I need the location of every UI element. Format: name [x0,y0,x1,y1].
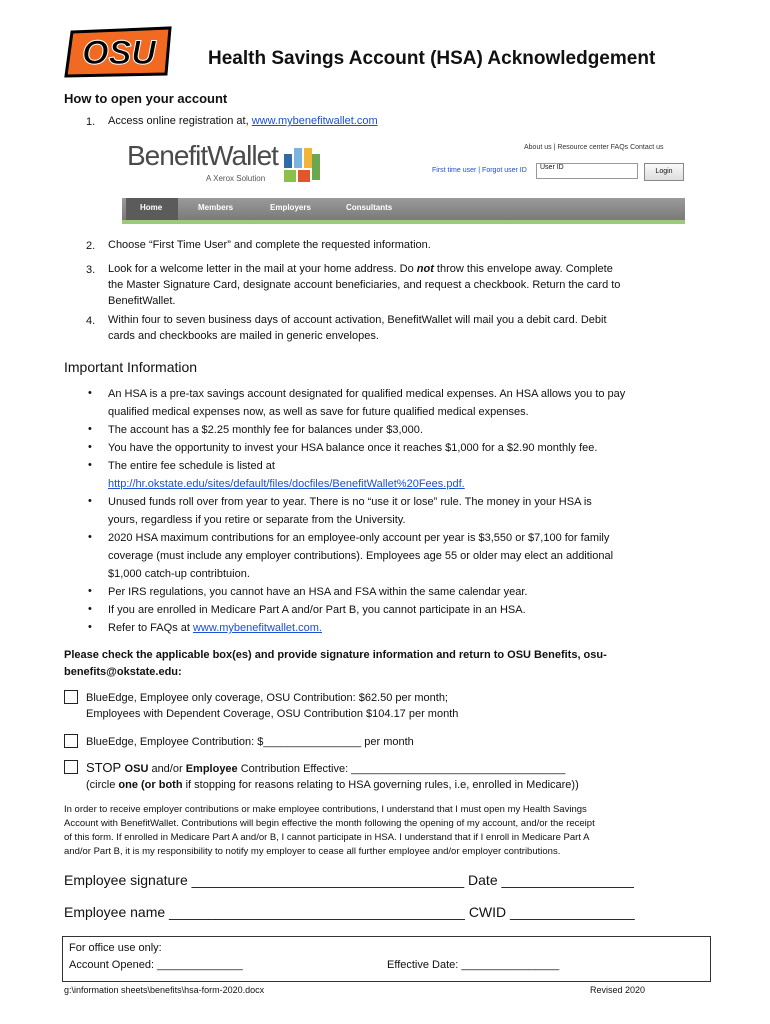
instructions-line2: benefits@okstate.edu: [64,666,182,678]
option-3-stop: STOP [86,760,125,775]
checkbox-employee-only[interactable] [64,690,78,704]
office-title: For office use only: [69,942,162,954]
step-1-text: Access online registration at, [108,115,252,127]
bullet-dot: • [88,621,92,633]
checkbox-employee-contribution[interactable] [64,734,78,748]
option-3-employee: Employee [185,763,238,775]
bullet-dot: • [88,423,92,435]
office-use-box [62,936,711,982]
option-2: BlueEdge, Employee Contribution: $________________ per month [86,736,414,748]
option-3-end: Contribution Effective: ___________________________________ [237,763,566,775]
option-3-l2-one: one (or both [118,779,183,791]
bullet-dot: • [88,585,92,597]
bullet-dot: • [88,603,92,615]
nav-employers[interactable]: Employers [270,203,311,212]
instructions [64,647,607,681]
legal-l3: of this form. If enrolled in Medicare Part A and/or B, I cannot participate in HSA. I understand that if I enroll in Medicare Part A [64,832,590,843]
step-3-b: throw this envelope away. Complete [433,263,613,275]
nav-members[interactable]: Members [198,203,234,212]
step-number: 3. [86,264,96,276]
bullet-1-l1: An HSA is a pre-tax savings account designated for qualified medical expenses. An HSA allows you to pay [108,388,626,400]
bullet-6-l2: coverage (must include any employer contributions). Employees age 55 or older may elect an additional [108,550,614,562]
effective-date: Effective Date: ________________ [387,959,560,971]
nav-underline [122,220,685,224]
bullet-9-text: Refer to FAQs at [108,622,193,634]
bullet-dot: • [88,495,92,507]
option-3-osu: OSU [124,763,149,775]
nav-home[interactable]: Home [140,203,163,212]
step-3-a: Look for a welcome letter in the mail at your home address. Do [108,263,417,275]
option-3-l2-b: if stopping for reasons relating to HSA governing rules, i.e, enrolled in Medicare)) [182,779,579,791]
bullet-dot: • [88,387,92,399]
step-number: 1. [86,116,96,128]
bullet-dot: • [88,531,92,543]
option-1-line2: Employees with Dependent Coverage, OSU Contribution $104.17 per month [86,708,459,720]
step-1 [108,113,378,129]
option-3-l2-a: (circle [86,779,119,791]
bullet-5-l1: Unused funds roll over from year to year. There is no “use it or lose” rule. The money in your HSA is [108,496,592,508]
step-3-em: not [416,263,434,275]
option-3 [86,760,579,793]
bullet-5-l2: yours, regardless if you retire or separate from the University. [108,514,406,526]
option-1 [86,690,458,722]
step-4 [108,312,607,344]
bullet-6-l3: $1,000 catch-up contribtuion. [108,568,250,580]
step-3 [108,261,620,309]
account-opened: Account Opened: ______________ [69,959,243,971]
bullet-dot: • [88,459,92,471]
legal-l2: Account with BenefitWallet. Contributions will begin effective the month following the opening of my account, and/or the receipt [64,818,595,829]
page-title: Health Savings Account (HSA) Acknowledgement [208,48,656,69]
fee-schedule-link[interactable]: http://hr.okstate.edu/sites/default/files/docfiles/BenefitWallet%20Fees.pdf. [108,478,465,490]
step-3-line2: the Master Signature Card, designate account beneficiaries, and request a checkbook. Return the card to [108,279,621,291]
step-3-line3: BenefitWallet. [108,295,176,307]
step-number: 4. [86,315,96,327]
bullet-4-l1: The entire fee schedule is listed at [108,460,275,472]
benefitwallet-sub: A Xerox Solution [206,174,266,183]
step-2: Choose “First Time User” and complete the requested information. [108,239,431,251]
osu-logo [62,24,176,80]
user-id-input[interactable] [536,163,638,179]
checkbox-stop-contribution[interactable] [64,760,78,774]
benefitwallet-link[interactable]: www.mybenefitwallet.com [251,115,378,127]
bullet-1-l2: qualified medical expenses now, as well as save for future qualified medical expenses. [108,406,529,418]
step-4-line2: cards and checkbooks are mailed in generic envelopes. [108,330,379,342]
footer-revised: Revised 2020 [590,985,646,995]
login-button[interactable]: Login [644,163,684,181]
bullet-6-l1: 2020 HSA maximum contributions for an employee-only account per year is $3,550 or $7,100 for family [108,532,610,544]
footer-path: g:\information sheets\benefits\hsa-form-2020.docx [64,985,265,995]
important-heading: Important Information [64,359,198,375]
nav-consultants[interactable]: Consultants [346,203,393,212]
user-id-placeholder: User ID [540,164,564,171]
benefitwallet-screenshot [122,138,685,224]
benefitwallet-logo-icon [282,144,322,184]
benefitwallet-brand: BenefitWallet [127,140,278,171]
step-4-line1: Within four to seven business days of account activation, BenefitWallet will mail you a debit card. Debit [108,314,607,326]
benefitwallet-loginlinks[interactable]: First time user | Forgot user ID [432,167,527,174]
benefitwallet-nav [122,198,685,220]
name-line[interactable]: Employee name ______________________________________ CWID ________________ [64,904,635,920]
option-3-mid: and/or [148,763,186,775]
important-list [108,385,625,637]
how-to-heading: How to open your account [64,91,228,106]
bullet-8: If you are enrolled in Medicare Part A and/or Part B, you cannot participate in an HSA. [108,604,526,616]
instructions-line1: Please check the applicable box(es) and provide signature information and return to OSU Benefits, osu- [64,649,607,661]
legal-text [64,803,595,859]
bullet-3: You have the opportunity to invest your HSA balance once it reaches $1,000 for a $2.90 monthly fee. [108,442,598,454]
step-number: 2. [86,240,96,252]
benefitwallet-toplinks[interactable]: About us | Resource center FAQs Contact us [524,144,664,151]
osu-logo-text: OSU [82,34,156,72]
bullet-2: The account has a $2.25 monthly fee for balances under $3,000. [108,424,423,436]
signature-line[interactable]: Employee signature ___________________________________ Date _________________ [64,872,634,888]
bullet-dot: • [88,441,92,453]
option-1-line1: BlueEdge, Employee only coverage, OSU Contribution: $62.50 per month; [86,692,448,704]
legal-l4: and/or Part B, it is my responsibility to notify my employer to cease all further employee and/or employer contributions. [64,846,561,857]
bullet-7: Per IRS regulations, you cannot have an HSA and FSA within the same calendar year. [108,586,528,598]
legal-l1: In order to receive employer contributions or make employee contributions, I understand that I must open my Health Savings [64,804,587,815]
faq-link[interactable]: www.mybenefitwallet.com. [192,622,322,634]
